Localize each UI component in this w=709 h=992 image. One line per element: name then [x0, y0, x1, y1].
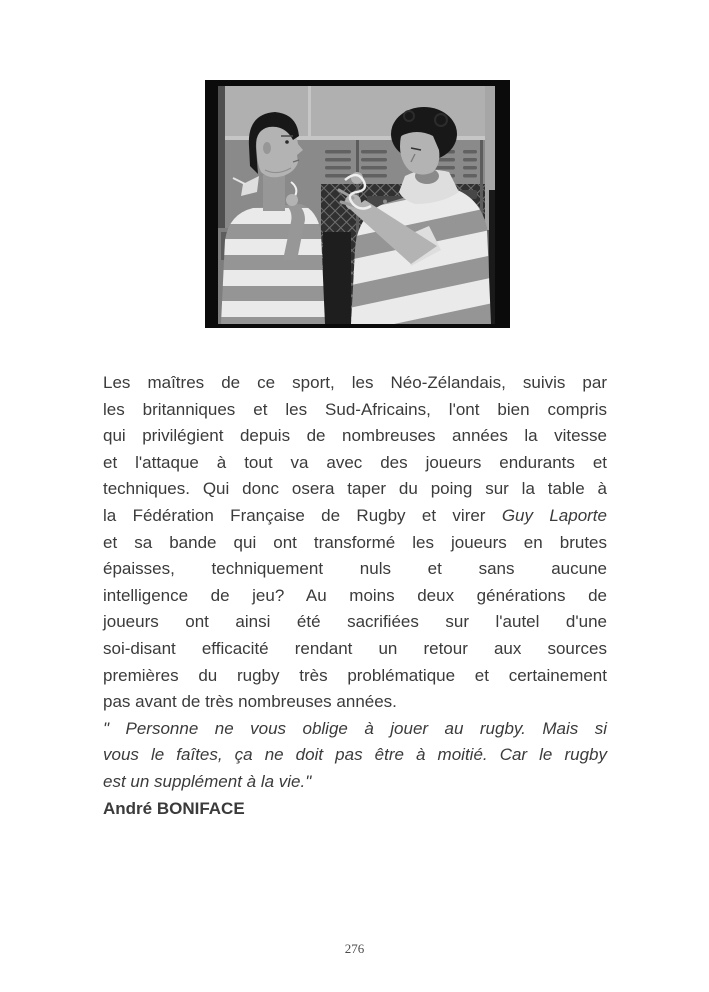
text-segment: techniques. Qui donc osera taper du poing sur la table à [103, 479, 607, 499]
text-segment: qui privilégient depuis de nombreuses années la vitesse [103, 426, 607, 446]
text-line [103, 370, 607, 397]
text-line [103, 423, 607, 450]
text-segment: " Personne ne vous oblige à jouer au rugby. Mais si [103, 718, 607, 738]
text-line [103, 769, 607, 796]
rugby-photo [205, 80, 510, 328]
text-segment: intelligence de jeu? Au moins deux générations de [103, 585, 607, 605]
text-line [103, 663, 607, 690]
text-line [103, 450, 607, 477]
page-number: 276 [344, 941, 365, 956]
text-line [103, 742, 607, 769]
text-line [103, 476, 607, 503]
text-line [103, 530, 607, 557]
text-line [103, 689, 607, 716]
text-segment: les britanniques et les Sud-Africains, l'ont bien compris [103, 399, 607, 419]
text-segment: premières du rugby très problématique et certainement [103, 665, 607, 685]
text-line [103, 397, 607, 424]
text-line [103, 583, 607, 610]
text-segment: et sa bande qui ont transformé les joueurs en brutes [103, 532, 607, 552]
text-line [103, 636, 607, 663]
text-segment: pas avant de très nombreuses années. [103, 692, 397, 712]
text-segment: Les maîtres de ce sport, les Néo-Zélandais, suivis par [103, 373, 607, 392]
text-segment: André BONIFACE [103, 798, 245, 818]
text-segment: vous le faîtes, ça ne doit pas être à moitié. Car le rugby [103, 745, 607, 765]
text-segment: joueurs ont ainsi été sacrifiées sur l'autel d'une [103, 612, 607, 632]
text-line [103, 716, 607, 743]
text-line [103, 796, 607, 823]
text-segment: épaisses, techniquement nuls et sans aucune [103, 559, 607, 579]
left-player-jersey [221, 204, 325, 324]
body-text [103, 370, 607, 822]
text-line [103, 503, 607, 530]
text-segment: la Fédération Française de Rugby et virer [103, 505, 502, 525]
text-segment: est un supplément à la vie." [103, 771, 312, 791]
text-line [103, 556, 607, 583]
text-segment: et l'attaque à tout va avec des joueurs endurants et [103, 452, 607, 472]
rugby-photo-illustration [205, 80, 510, 328]
text-segment: Guy Laporte [501, 505, 607, 525]
shadow-gap [323, 232, 351, 324]
text-line [103, 609, 607, 636]
text-segment: soi-disant efficacité rendant un retour aux sources [103, 638, 607, 658]
